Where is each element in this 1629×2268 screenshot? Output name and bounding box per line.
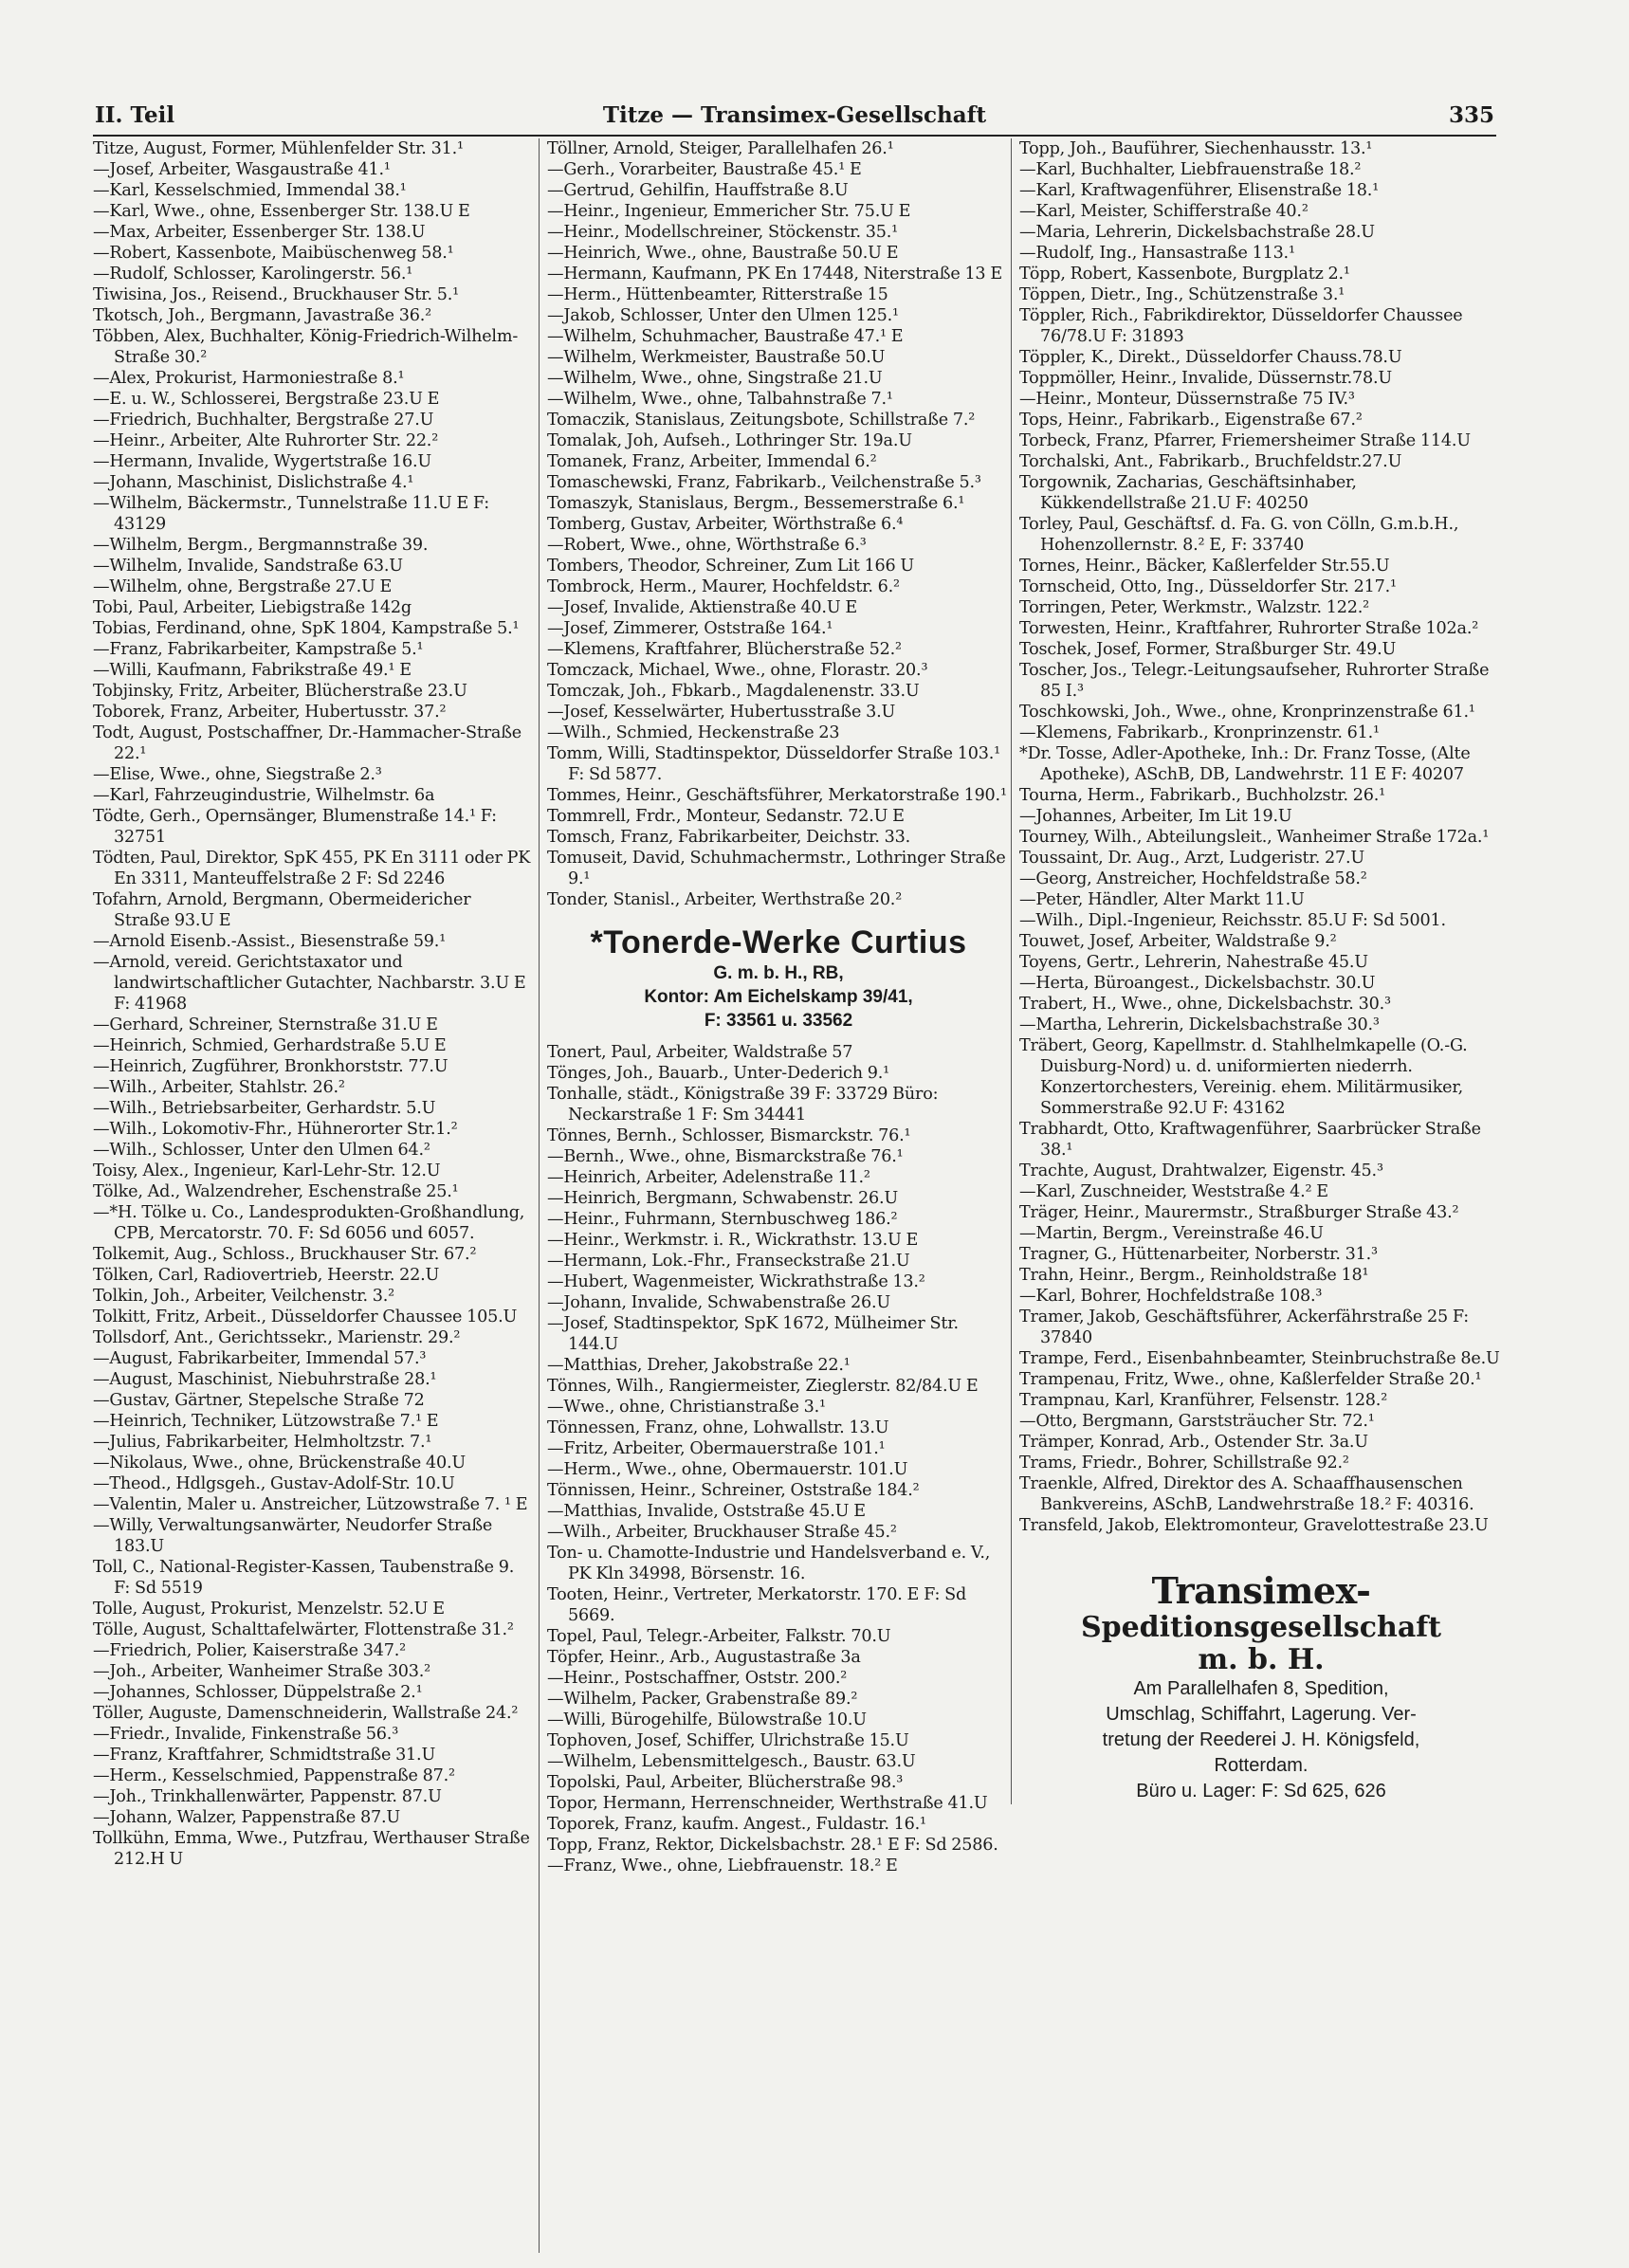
directory-entry: —Rudolf, Schlosser, Karolingerstr. 56.¹ <box>93 265 413 284</box>
directory-entry: —Heinrich, Techniker, Lützowstraße 7.¹ E <box>93 1412 439 1431</box>
directory-entry: Tragner, G., Hüttenarbeiter, Norberstr. 31.³ <box>1019 1245 1378 1264</box>
directory-entry: Tooten, Heinr., Vertreter, Merkatorstr. 170. E F: Sd 5669. <box>547 1585 967 1625</box>
directory-entry: Tophoven, Josef, Schiffer, Ulrichstraße 15.U <box>547 1731 909 1750</box>
directory-entry: —Valentin, Maler u. Anstreicher, Lützowstraße 7. ¹ E <box>93 1495 528 1514</box>
directory-entry: Topor, Hermann, Herrenschneider, Werthstraße 41.U <box>547 1794 988 1813</box>
directory-entry: Torbeck, Franz, Pfarrer, Friemersheimer Straße 114.U <box>1019 431 1471 450</box>
directory-entry: Topel, Paul, Telegr.-Arbeiter, Falkstr. 70.U <box>547 1627 891 1646</box>
directory-entry: —Franz, Kraftfahrer, Schmidtstraße 31.U <box>93 1746 436 1765</box>
ad-line: Umschlag, Schiffahrt, Lagerung. Ver- <box>1106 1704 1417 1725</box>
directory-entry: Tiwisina, Jos., Reisend., Bruckhauser Str. 5.¹ <box>93 285 459 304</box>
directory-entry: —Wilhelm, Wwe., ohne, Singstraße 21.U <box>547 369 883 388</box>
column-3 <box>1011 138 1503 1804</box>
directory-entry: —Karl, Bohrer, Hochfeldstraße 108.³ <box>1019 1287 1323 1306</box>
directory-entry: Trampe, Ferd., Eisenbahnbeamter, Steinbruchstraße 8e.U <box>1019 1349 1500 1368</box>
directory-entry: Tönnissen, Heinr., Schreiner, Oststraße 184.² <box>547 1481 920 1500</box>
directory-entry: Tönnes, Wilh., Rangiermeister, Zieglerstr. 82/84.U E <box>547 1377 979 1396</box>
directory-entry: Tomberg, Gustav, Arbeiter, Wörthstraße 6.⁴ <box>547 515 904 534</box>
directory-entry: Tomsch, Franz, Fabrikarbeiter, Deichstr. 33. <box>547 828 911 847</box>
directory-entry: —Wilh., Lokomotiv-Fhr., Hühnerorter Str.1.² <box>93 1120 458 1139</box>
directory-entry: —Robert, Kassenbote, Maibüschenweg 58.¹ <box>93 244 454 263</box>
directory-entry: —Julius, Fabrikarbeiter, Helmholtzstr. 7.¹ <box>93 1433 432 1452</box>
directory-entry: —Wilh., Dipl.-Ingenieur, Reichsstr. 85.U F: Sd 5001. <box>1019 911 1446 930</box>
directory-entry: *Dr. Tosse, Adler-Apotheke, Inh.: Dr. Franz Tosse, (Alte Apotheke), ASchB, DB, Landwehrstr. 11 E F: 40207 <box>1019 744 1471 784</box>
ad-subtitle: Speditionsgesellschaft <box>1080 1611 1442 1644</box>
directory-entry: —Wilh., Arbeiter, Bruckhauser Straße 45.² <box>547 1523 897 1542</box>
directory-entry: Tolkemit, Aug., Schloss., Bruckhauser Str. 67.² <box>93 1245 477 1264</box>
directory-entry: Tombrock, Herm., Maurer, Hochfeldstr. 6.² <box>547 577 900 596</box>
directory-entry: —Klemens, Fabrikarb., Kronprinzenstr. 61.¹ <box>1019 723 1380 742</box>
directory-entry: —Wilh., Arbeiter, Stahlstr. 26.² <box>93 1078 345 1097</box>
advertisement-tonerde-werke <box>547 924 1010 1033</box>
directory-entry: —Robert, Wwe., ohne, Wörthstraße 6.³ <box>547 536 867 555</box>
directory-entry: —Karl, Kraftwagenführer, Elisenstraße 18.¹ <box>1019 181 1380 200</box>
directory-entry: Torringen, Peter, Werkmstr., Walzstr. 122.² <box>1019 598 1370 617</box>
directory-entry: Tolle, August, Prokurist, Menzelstr. 52.U E <box>93 1600 445 1619</box>
directory-entry: Töppler, Rich., Fabrikdirektor, Düsseldorfer Chaussee 76/78.U F: 31893 <box>1019 306 1463 346</box>
directory-entry: —Karl, Fahrzeugindustrie, Wilhelmstr. 6a <box>93 786 435 805</box>
directory-entry: Tollsdorf, Ant., Gerichtssekr., Marienstr. 29.² <box>93 1328 461 1347</box>
directory-entry: —Heinr., Monteur, Düssernstraße 75 IV.³ <box>1019 390 1355 409</box>
directory-entry: Trabhardt, Otto, Kraftwagenführer, Saarbrücker Straße 38.¹ <box>1019 1120 1481 1160</box>
directory-entry: Tobjinsky, Fritz, Arbeiter, Blücherstraße 23.U <box>93 682 467 701</box>
directory-entry: Tomaschewski, Franz, Fabrikarb., Veilchenstraße 5.³ <box>547 473 981 492</box>
directory-entry: Toschek, Josef, Former, Straßburger Str. 49.U <box>1019 640 1397 659</box>
directory-entry: Tödten, Paul, Direktor, SpK 455, PK En 3111 oder PK En 3311, Manteuffelstraße 2 F: Sd 2246 <box>93 849 531 888</box>
directory-entry: Töllner, Arnold, Steiger, Parallelhafen 26.¹ <box>547 139 894 158</box>
ad-title: *Tonerde-Werke Curtius <box>590 924 967 960</box>
directory-entry: —Johann, Invalide, Schwabenstraße 26.U <box>547 1293 890 1312</box>
directory-entry: Trämper, Konrad, Arb., Ostender Str. 3a.U <box>1019 1433 1368 1452</box>
directory-entry: —Wilhelm, Bäckermstr., Tunnelstraße 11.U E F: 43129 <box>93 494 490 534</box>
directory-entry: —Martin, Bergm., Vereinstraße 46.U <box>1019 1224 1324 1243</box>
directory-entry: —Max, Arbeiter, Essenberger Str. 138.U <box>93 223 426 242</box>
directory-entry: Traenkle, Alfred, Direktor des A. Schaaffhausenschen Bankvereins, ASchB, Landwehrstraße 18.² F: 40316. <box>1019 1474 1474 1514</box>
directory-entry: Touwet, Josef, Arbeiter, Waldstraße 9.² <box>1019 932 1337 951</box>
directory-entry: —Willy, Verwaltungsanwärter, Neudorfer Straße 183.U <box>93 1516 493 1556</box>
directory-entry: Topp, Franz, Rektor, Dickelsbachstr. 28.¹ E F: Sd 2586. <box>547 1836 998 1855</box>
directory-entry: Tomanek, Franz, Arbeiter, Immendal 6.² <box>547 452 877 471</box>
directory-entry: Titze, August, Former, Mühlenfelder Str. 31.¹ <box>93 139 464 158</box>
directory-entry: —Arnold, vereid. Gerichtstaxator und landwirtschaftlicher Gutachter, Nachbarstr. 3.U E F: 41968 <box>93 953 526 1014</box>
directory-entry: —Karl, Meister, Schifferstraße 40.² <box>1019 202 1309 221</box>
directory-entry: Tommrell, Frdr., Monteur, Sedanstr. 72.U E <box>547 807 905 826</box>
directory-entry: Torley, Paul, Geschäftsf. d. Fa. G. von Cölln, G.m.b.H., Hohenzollernstr. 8.² E, F: 33740 <box>1019 515 1459 555</box>
directory-entry: —Matthias, Invalide, Oststraße 45.U E <box>547 1502 866 1521</box>
directory-entry: —Josef, Stadtinspektor, SpK 1672, Mülheimer Str. 144.U <box>547 1314 959 1354</box>
directory-entry: —Gustav, Gärtner, Stepelsche Straße 72 <box>93 1391 425 1410</box>
ad-line: Rotterdam. <box>1214 1755 1309 1776</box>
directory-entry: —Elise, Wwe., ohne, Siegstraße 2.³ <box>93 765 382 784</box>
directory-entry: —Heinrich, Schmied, Gerhardstraße 5.U E <box>93 1036 447 1055</box>
directory-entry: —Arnold Eisenb.-Assist., Biesenstraße 59.¹ <box>93 932 447 951</box>
directory-entry: —Matthias, Dreher, Jakobstraße 22.¹ <box>547 1356 851 1375</box>
directory-entry: —Johannes, Schlosser, Düppelstraße 2.¹ <box>93 1683 423 1702</box>
directory-entry: —Johannes, Arbeiter, Im Lit 19.U <box>1019 807 1292 826</box>
directory-entry: Träger, Heinr., Maurermstr., Straßburger Straße 43.² <box>1019 1203 1459 1222</box>
directory-entry: Tkotsch, Joh., Bergmann, Javastraße 36.² <box>93 306 432 325</box>
directory-entry: —Herm., Hüttenbeamter, Ritterstraße 15 <box>547 285 888 304</box>
directory-entry: —Franz, Wwe., ohne, Liebfrauenstr. 18.² E <box>547 1856 898 1875</box>
directory-entry: Többen, Alex, Buchhalter, König-Friedrich-Wilhelm-Straße 30.² <box>93 327 519 367</box>
directory-entry: Töpfer, Heinr., Arb., Augustastraße 3a <box>547 1648 861 1667</box>
directory-entry: Toppmöller, Heinr., Invalide, Düssernstr.78.U <box>1019 369 1393 388</box>
directory-entry: —Wilhelm, ohne, Bergstraße 27.U E <box>93 577 393 596</box>
directory-entry: —E. u. W., Schlosserei, Bergstraße 23.U E <box>93 390 440 409</box>
directory-entry: Torwesten, Heinr., Kraftfahrer, Ruhrorter Straße 102a.² <box>1019 619 1479 638</box>
directory-entry: —Heinr., Fuhrmann, Sternbuschweg 186.² <box>547 1210 898 1229</box>
column-1 <box>93 138 531 2253</box>
directory-entry: —Josef, Arbeiter, Wasgaustraße 41.¹ <box>93 160 391 179</box>
directory-entry: Tölle, August, Schalttafelwärter, Flottenstraße 31.² <box>93 1620 514 1639</box>
directory-entry: Tönnessen, Franz, ohne, Lohwallstr. 13.U <box>547 1418 889 1437</box>
directory-entry: Tombers, Theodor, Schreiner, Zum Lit 166 U <box>547 557 915 576</box>
directory-entry: Töller, Auguste, Damenschneiderin, Wallstraße 24.² <box>93 1704 519 1723</box>
directory-entry: Tops, Heinr., Fabrikarb., Eigenstraße 67.² <box>1019 411 1363 430</box>
directory-entry: —Martha, Lehrerin, Dickelsbachstraße 30.³ <box>1019 1015 1380 1034</box>
directory-entry: —Hermann, Invalide, Wygertstraße 16.U <box>93 452 432 471</box>
directory-entry: Tomaczik, Stanislaus, Zeitungsbote, Schillstraße 7.² <box>547 411 976 430</box>
directory-entry: —Karl, Buchhalter, Liebfrauenstraße 18.² <box>1019 160 1362 179</box>
directory-entry: Tonert, Paul, Arbeiter, Waldstraße 57 <box>547 1043 853 1062</box>
column-2 <box>539 138 1010 2253</box>
directory-entry: —Hubert, Wagenmeister, Wickrathstraße 13.² <box>547 1272 925 1291</box>
directory-entry: Toscher, Jos., Telegr.-Leitungsaufseher, Ruhrorter Straße 85 I.³ <box>1019 661 1490 701</box>
directory-entry: Tobias, Ferdinand, ohne, SpK 1804, Kampstraße 5.¹ <box>93 619 520 638</box>
directory-entry: —Bernh., Wwe., ohne, Bismarckstraße 76.¹ <box>547 1147 904 1166</box>
directory-entry: Tomm, Willi, Stadtinspektor, Düsseldorfer Straße 103.¹ F: Sd 5877. <box>547 744 1001 784</box>
ad-line: Büro u. Lager: F: Sd 625, 626 <box>1136 1781 1386 1802</box>
directory-entry: Toporek, Franz, kaufm. Angest., Fuldastr. 16.¹ <box>547 1815 926 1834</box>
directory-entry: Toll, C., National-Register-Kassen, Taubenstraße 9. F: Sd 5519 <box>93 1558 515 1598</box>
directory-entry: —Wilhelm, Schuhmacher, Baustraße 47.¹ E <box>547 327 904 346</box>
directory-entry: —August, Fabrikarbeiter, Immendal 57.³ <box>93 1349 427 1368</box>
directory-entry: Tönnes, Bernh., Schlosser, Bismarckstr. 76.¹ <box>547 1126 911 1145</box>
directory-entry: —Johann, Maschinist, Dislichstraße 4.¹ <box>93 473 414 492</box>
directory-entry: —Peter, Händler, Alter Markt 11.U <box>1019 890 1305 909</box>
directory-entry: —Georg, Anstreicher, Hochfeldstraße 58.² <box>1019 869 1367 888</box>
directory-entry: —Hermann, Lok.-Fhr., Franseckstraße 21.U <box>547 1252 910 1271</box>
directory-entry: Tölke, Ad., Walzendreher, Eschenstraße 25.¹ <box>93 1182 459 1201</box>
directory-entry: Toyens, Gertr., Lehrerin, Nahestraße 45.U <box>1019 953 1368 972</box>
page-number: 335 <box>1448 102 1494 128</box>
directory-entry: —Wilh., Betriebsarbeiter, Gerhardstr. 5.U <box>93 1099 436 1118</box>
directory-entry: Trampnau, Karl, Kranführer, Felsenstr. 128.² <box>1019 1391 1388 1410</box>
directory-entry: Todt, August, Postschaffner, Dr.-Hammacher-Straße 22.¹ <box>93 723 522 763</box>
directory-entry: Tomalak, Joh, Aufseh., Lothringer Str. 19a.U <box>547 431 912 450</box>
directory-entry: —Joh., Arbeiter, Wanheimer Straße 303.² <box>93 1662 430 1681</box>
directory-entry: —Rudolf, Ing., Hansastraße 113.¹ <box>1019 244 1295 263</box>
directory-entry: —Friedr., Invalide, Finkenstraße 56.³ <box>93 1725 399 1744</box>
directory-entry: —Maria, Lehrerin, Dickelsbachstraße 28.U <box>1019 223 1375 242</box>
directory-entry: —Willi, Kaufmann, Fabrikstraße 49.¹ E <box>93 661 412 680</box>
directory-entry: —Herm., Kesselschmied, Pappenstraße 87.² <box>93 1766 455 1785</box>
directory-entry: Toschkowski, Joh., Wwe., ohne, Kronprinzenstraße 61.¹ <box>1019 703 1475 722</box>
directory-entry: Toborek, Franz, Arbeiter, Hubertusstr. 37.² <box>93 703 447 722</box>
directory-entry: —Heinr., Werkmstr. i. R., Wickrathstr. 13.U E <box>547 1231 919 1250</box>
directory-entry: Töppler, K., Direkt., Düsseldorfer Chauss.78.U <box>1019 348 1402 367</box>
directory-entry: —Wilh., Schlosser, Unter den Ulmen 64.² <box>93 1141 430 1160</box>
directory-entry: —Herta, Büroangest., Dickelsbachstr. 30.U <box>1019 974 1376 993</box>
directory-entry: —Wilhelm, Werkmeister, Baustraße 50.U <box>547 348 886 367</box>
directory-entry: Trahn, Heinr., Bergm., Reinholdstraße 18¹ <box>1019 1266 1369 1285</box>
directory-entry: Tobi, Paul, Arbeiter, Liebigstraße 142g <box>93 598 412 617</box>
directory-entry: —Wilhelm, Packer, Grabenstraße 89.² <box>547 1690 858 1709</box>
directory-entry: —Karl, Zuschneider, Weststraße 4.² E <box>1019 1182 1328 1201</box>
directory-entry: Töpp, Robert, Kassenbote, Burgplatz 2.¹ <box>1019 265 1350 284</box>
directory-entry: Torgownik, Zacharias, Geschäftsinhaber, Kükkendellstraße 21.U F: 40250 <box>1019 473 1357 513</box>
directory-entry: —Heinr., Arbeiter, Alte Ruhrorter Str. 22.² <box>93 431 439 450</box>
directory-entry: —Heinr., Ingenieur, Emmericher Str. 75.U E <box>547 202 911 221</box>
directory-entry: —Heinrich, Bergmann, Schwabenstr. 26.U <box>547 1189 899 1208</box>
directory-entry: —Otto, Bergmann, Garststräucher Str. 72.¹ <box>1019 1412 1375 1431</box>
directory-entry: Trams, Friedr., Bohrer, Schillstraße 92.² <box>1019 1454 1349 1472</box>
directory-entry: Topp, Joh., Bauführer, Siechenhausstr. 13.¹ <box>1019 139 1373 158</box>
directory-entry: —Karl, Wwe., ohne, Essenberger Str. 138.U E <box>93 202 470 221</box>
directory-entry: Tonhalle, städt., Königstraße 39 F: 33729 Büro: Neckarstraße 1 F: Sm 34441 <box>547 1085 939 1125</box>
directory-entry: —Willi, Bürogehilfe, Bülowstraße 10.U <box>547 1710 867 1729</box>
directory-entry: Trabert, H., Wwe., ohne, Dickelsbachstr. 30.³ <box>1019 995 1391 1014</box>
directory-entry: —Jakob, Schlosser, Unter den Ulmen 125.¹ <box>547 306 899 325</box>
directory-entry: Tornscheid, Otto, Ing., Düsseldorfer Str. 217.¹ <box>1019 577 1397 596</box>
directory-entry: Tourney, Wilh., Abteilungsleit., Wanheimer Straße 172a.¹ <box>1019 828 1490 847</box>
directory-entry: Tolkitt, Fritz, Arbeit., Düsseldorfer Chaussee 105.U <box>93 1308 518 1326</box>
page-range-title: Titze — Transimex-Gesellschaft <box>602 102 987 128</box>
directory-entry: Töppen, Dietr., Ing., Schützenstraße 3.¹ <box>1019 285 1345 304</box>
directory-entry: —August, Maschinist, Niebuhrstraße 28.¹ <box>93 1370 437 1389</box>
directory-entry: Tomczack, Michael, Wwe., ohne, Florastr. 20.³ <box>547 661 928 680</box>
directory-entry: —Wwe., ohne, Christianstraße 3.¹ <box>547 1398 826 1417</box>
directory-entry: Toisy, Alex., Ingenieur, Karl-Lehr-Str. 12.U <box>93 1161 441 1180</box>
advertisement-transimex <box>1019 1570 1503 1804</box>
directory-entry: Ton- u. Chamotte-Industrie und Handelsverband e. V., PK Kln 34998, Börsenstr. 16. <box>547 1544 991 1583</box>
directory-entry: —Wilhelm, Invalide, Sandstraße 63.U <box>93 557 403 576</box>
directory-entry: —Karl, Kesselschmied, Immendal 38.¹ <box>93 181 407 200</box>
directory-entry: —Hermann, Kaufmann, PK En 17448, Niterstraße 13 E <box>547 265 1002 284</box>
ad-line: G. m. b. H., RB, <box>713 963 844 983</box>
directory-entry: —Heinrich, Arbeiter, Adelenstraße 11.² <box>547 1168 870 1187</box>
directory-entry: Trachte, August, Drahtwalzer, Eigenstr. 45.³ <box>1019 1161 1383 1180</box>
directory-entry: —*H. Tölke u. Co., Landesprodukten-Großhandlung, CPB, Mercatorstr. 70. F: Sd 6056 und 6057. <box>93 1203 525 1243</box>
directory-entry: Tönges, Joh., Bauarb., Unter-Dederich 9.¹ <box>547 1064 889 1083</box>
directory-entry: —Gertrud, Gehilfin, Hauffstraße 8.U <box>547 181 849 200</box>
directory-entry: —Friedrich, Polier, Kaiserstraße 347.² <box>93 1641 406 1660</box>
directory-entry: Tolkin, Joh., Arbeiter, Veilchenstr. 3.² <box>93 1287 394 1306</box>
directory-entry: Tommes, Heinr., Geschäftsführer, Merkatorstraße 190.¹ <box>547 786 1007 805</box>
directory-entry: Tomaszyk, Stanislaus, Bergm., Bessemerstraße 6.¹ <box>547 494 965 513</box>
directory-entry: —Friedrich, Buchhalter, Bergstraße 27.U <box>93 411 434 430</box>
directory-entry: Tollkühn, Emma, Wwe., Putzfrau, Werthauser Straße 212.H U <box>93 1829 530 1869</box>
ad-line: Am Parallelhafen 8, Spedition, <box>1133 1678 1389 1699</box>
directory-entry: —Wilhelm, Lebensmittelgesch., Baustr. 63.U <box>547 1752 916 1771</box>
directory-entry: Tornes, Heinr., Bäcker, Kaßlerfelder Str.55.U <box>1019 557 1390 576</box>
directory-entry: Tödte, Gerh., Opernsänger, Blumenstraße 14.¹ F: 32751 <box>93 807 497 847</box>
directory-entry: —Josef, Invalide, Aktienstraße 40.U E <box>547 598 857 617</box>
directory-entry: Torchalski, Ant., Fabrikarb., Bruchfeldstr.27.U <box>1019 452 1402 471</box>
directory-entry: Tramer, Jakob, Geschäftsführer, Ackerfährstraße 25 F: 37840 <box>1019 1308 1469 1347</box>
directory-entry: —Nikolaus, Wwe., ohne, Brückenstraße 40.U <box>93 1454 467 1472</box>
directory-entry: —Heinr., Modellschreiner, Stöckenstr. 35.¹ <box>547 223 899 242</box>
directory-entry: —Josef, Kesselwärter, Hubertusstraße 3.U <box>547 703 896 722</box>
directory-entry: —Fritz, Arbeiter, Obermauerstraße 101.¹ <box>547 1439 886 1458</box>
ad-line: tretung der Reederei J. H. Königsfeld, <box>1102 1729 1420 1750</box>
directory-entry: —Gerh., Vorarbeiter, Baustraße 45.¹ E <box>547 160 862 179</box>
ad-line: F: 33561 u. 33562 <box>704 1011 853 1031</box>
directory-entry: Tölken, Carl, Radiovertrieb, Heerstr. 22.U <box>93 1266 440 1285</box>
directory-entry: —Alex, Prokurist, Harmoniestraße 8.¹ <box>93 369 405 388</box>
directory-entry: Tomczak, Joh., Fbkarb., Magdalenenstr. 33.U <box>547 682 920 701</box>
directory-entry: —Herm., Wwe., ohne, Obermauerstr. 101.U <box>547 1460 908 1479</box>
directory-entry: Tofahrn, Arnold, Bergmann, Obermeidericher Straße 93.U E <box>93 890 471 930</box>
directory-entry: —Klemens, Kraftfahrer, Blücherstraße 52.² <box>547 640 902 659</box>
directory-entry: —Heinr., Postschaffner, Oststr. 200.² <box>547 1669 848 1688</box>
directory-entry: —Wilhelm, Bergm., Bergmannstraße 39. <box>93 536 429 555</box>
directory-entry: Trampenau, Fritz, Wwe., ohne, Kaßlerfelder Straße 20.¹ <box>1019 1370 1482 1389</box>
directory-entry: —Gerhard, Schreiner, Sternstraße 31.U E <box>93 1015 438 1034</box>
page-header <box>93 102 1496 137</box>
ad-line: Kontor: Am Eichelskamp 39/41, <box>644 987 913 1007</box>
directory-entry: —Wilhelm, Wwe., ohne, Talbahnstraße 7.¹ <box>547 390 893 409</box>
directory-entry: —Johann, Walzer, Pappenstraße 87.U <box>93 1808 400 1827</box>
directory-entry: Träbert, Georg, Kapellmstr. d. Stahlhelmkapelle (O.-G. Duisburg-Nord) u. d. uniformierten niederrh. Konzertorchesters, Vereinig. ehem. Militärmusiker, Sommerstraße 92.U F: 43162 <box>1019 1036 1468 1118</box>
directory-entry: Toussaint, Dr. Aug., Arzt, Ludgeristr. 27.U <box>1019 849 1364 868</box>
directory-entry: Topolski, Paul, Arbeiter, Blücherstraße 98.³ <box>547 1773 904 1792</box>
directory-entry: Transfeld, Jakob, Elektromonteur, Gravelottestraße 23.U <box>1019 1516 1489 1535</box>
ad-title: Transimex- <box>1151 1569 1371 1612</box>
directory-entry: Tomuseit, David, Schuhmachermstr., Lothringer Straße 9.¹ <box>547 849 1006 888</box>
directory-entry: —Heinrich, Wwe., ohne, Baustraße 50.U E <box>547 244 899 263</box>
directory-entry: —Heinrich, Zugführer, Bronkhorststr. 77.U <box>93 1057 448 1076</box>
directory-entry: —Theod., Hdlgsgeh., Gustav-Adolf-Str. 10.U <box>93 1474 455 1493</box>
directory-entry: Tonder, Stanisl., Arbeiter, Werthstraße 20.² <box>547 890 903 909</box>
directory-entry: —Franz, Fabrikarbeiter, Kampstraße 5.¹ <box>93 640 424 659</box>
section-label: II. Teil <box>95 102 175 128</box>
directory-entry: —Joh., Trinkhallenwärter, Pappenstr. 87.U <box>93 1787 442 1806</box>
directory-entry: —Wilh., Schmied, Heckenstraße 23 <box>547 723 840 742</box>
directory-entry: Tourna, Herm., Fabrikarb., Buchholzstr. 26.¹ <box>1019 786 1385 805</box>
ad-subtitle: m. b. H. <box>1198 1643 1325 1676</box>
directory-entry: —Josef, Zimmerer, Oststraße 164.¹ <box>547 619 833 638</box>
